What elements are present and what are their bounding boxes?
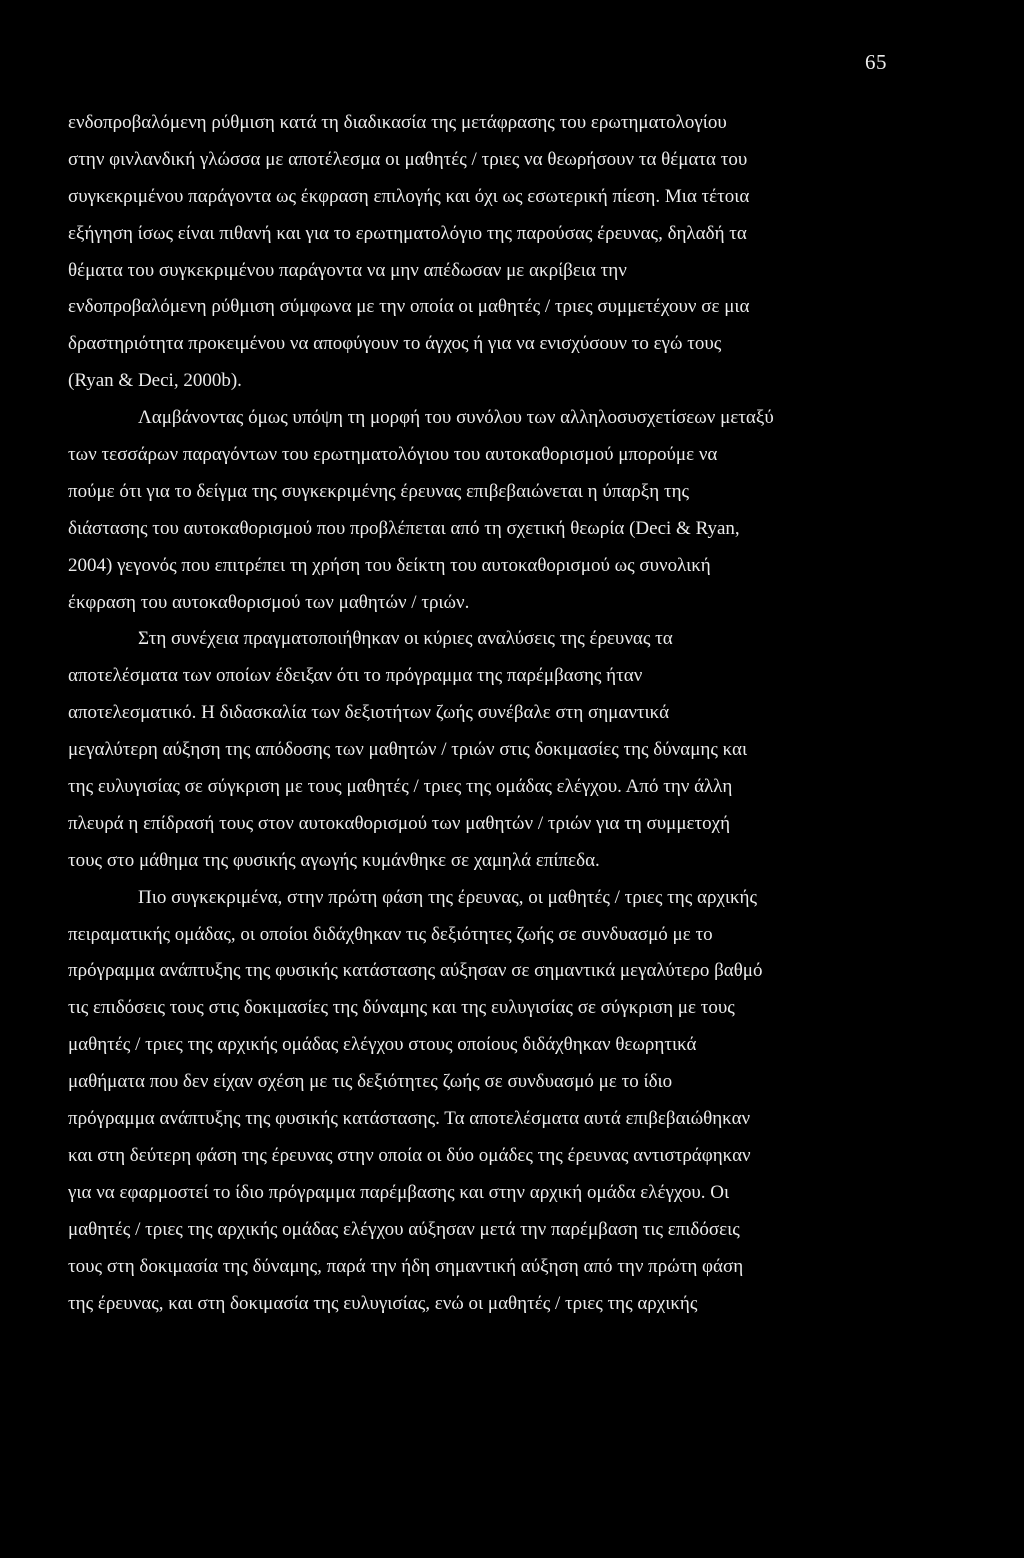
text-line: συγκεκριμένου παράγοντα ως έκφραση επιλογής και όχι ως εσωτερική πίεση. Μια τέτοια <box>68 185 750 207</box>
text-line: τους στη δοκιμασία της δύναμης, παρά την ήδη σημαντική αύξηση από την πρώτη φάση <box>68 1255 744 1277</box>
text-line: ενδοπροβαλόμενη ρύθμιση κατά τη διαδικασία της μετάφρασης του ερωτηματολογίου <box>68 112 727 133</box>
text-line-first: Πιο συγκεκριμένα, στην πρώτη φάση της έρευνας, οι μαθητές / τριες της αρχικής <box>138 886 758 908</box>
text-line: διάστασης του αυτοκαθορισμού που προβλέπεται από τη σχετική θεωρία (Deci & Ryan, <box>68 517 740 539</box>
paragraph-4 <box>68 880 898 1323</box>
text-line: θέματα του συγκεκριμένου παράγοντα να μην απέδωσαν με ακρίβεια την <box>68 259 627 281</box>
text-line: πρόγραμμα ανάπτυξης της φυσικής κατάστασης αύξησαν σε σημαντικά μεγαλύτερο βαθμό <box>68 960 763 982</box>
text-line: των τεσσάρων παραγόντων του ερωτηματολόγιου του αυτοκαθορισμού μπορούμε να <box>68 444 718 466</box>
text-line: της έρευνας, και στη δοκιμασία της ευλυγισίας, ενώ οι μαθητές / τριες της αρχικής <box>68 1292 698 1314</box>
paragraph-2 <box>68 400 898 621</box>
text-line: έκφραση του αυτοκαθορισμού των μαθητών / τριών. <box>68 591 470 613</box>
text-line: τους στο μάθημα της φυσικής αγωγής κυμάνθηκε σε χαμηλά επίπεδα. <box>68 849 600 871</box>
text-line: μεγαλύτερη αύξηση της απόδοσης των μαθητών / τριών στις δοκιμασίες της δύναμης και <box>68 739 748 761</box>
text-line: για να εφαρμοστεί το ίδιο πρόγραμμα παρέμβασης και στην αρχική ομάδα ελέγχου. Οι <box>68 1181 730 1203</box>
text-line: εξήγηση ίσως είναι πιθανή και για το ερωτηματολόγιο της παρούσας έρευνας, δηλαδή τα <box>68 222 747 244</box>
text-line: ενδοπροβαλόμενη ρύθμιση σύμφωνα με την οποία οι μαθητές / τριες συμμετέχουν σε μια <box>68 296 750 318</box>
text-line: στην φινλανδική γλώσσα με αποτέλεσμα οι μαθητές / τριες να θεωρήσουν τα θέματα του <box>68 148 748 170</box>
text-line: δραστηριότητα προκειμένου να αποφύγουν το άγχος ή για να ενισχύσουν το εγώ τους <box>68 333 722 355</box>
paragraph-3 <box>68 621 898 879</box>
text-line: μαθητές / τριες της αρχικής ομάδας ελέγχου στους οποίους διδάχθηκαν θεωρητικά <box>68 1034 697 1056</box>
text-line: μαθητές / τριες της αρχικής ομάδας ελέγχου αύξησαν μετά την παρέμβαση τις επιδόσεις <box>68 1218 740 1240</box>
paragraph-1 <box>68 105 898 400</box>
page-number: 65 <box>865 50 887 74</box>
text-line: τις επιδόσεις τους στις δοκιμασίες της δύναμης και της ευλυγισίας σε σύγκριση με τους <box>68 997 735 1019</box>
document-body <box>68 105 898 1322</box>
text-line: αποτελεσματικό. Η διδασκαλία των δεξιοτήτων ζωής συνέβαλε στη σημαντικά <box>68 702 670 724</box>
citation-line: (Ryan & Deci, 2000b). <box>68 370 242 392</box>
text-line-first: Στη συνέχεια πραγματοποιήθηκαν οι κύριες αναλύσεις της έρευνας τα <box>138 628 673 650</box>
text-line: πούμε ότι για το δείγμα της συγκεκριμένης έρευνας επιβεβαιώνεται η ύπαρξη της <box>68 480 690 502</box>
text-line-first: Λαμβάνοντας όμως υπόψη τη μορφή του συνόλου των αλληλοσυσχετίσεων μεταξύ <box>138 407 774 429</box>
text-line: μαθήματα που δεν είχαν σχέση με τις δεξιότητες ζωής σε συνδυασμό με το ίδιο <box>68 1071 673 1093</box>
text-line: της ευλυγισίας σε σύγκριση με τους μαθητές / τριες της ομάδας ελέγχου. Από την άλλη <box>68 776 733 798</box>
text-line: αποτελέσματα των οποίων έδειξαν ότι το πρόγραμμα της παρέμβασης ήταν <box>68 665 643 687</box>
text-line: και στη δεύτερη φάση της έρευνας στην οποία οι δύο ομάδες της έρευνας αντιστράφηκαν <box>68 1144 751 1166</box>
text-line: 2004) γεγονός που επιτρέπει τη χρήση του δείκτη του αυτοκαθορισμού ως συνολική <box>68 554 711 576</box>
text-line: πρόγραμμα ανάπτυξης της φυσικής κατάστασης. Τα αποτελέσματα αυτά επιβεβαιώθηκαν <box>68 1108 751 1130</box>
text-line: πειραματικής ομάδας, οι οποίοι διδάχθηκαν τις δεξιότητες ζωής σε συνδυασμό με το <box>68 923 713 945</box>
text-line: πλευρά η επίδρασή τους στον αυτοκαθορισμού των μαθητών / τριών για τη συμμετοχή <box>68 812 731 834</box>
